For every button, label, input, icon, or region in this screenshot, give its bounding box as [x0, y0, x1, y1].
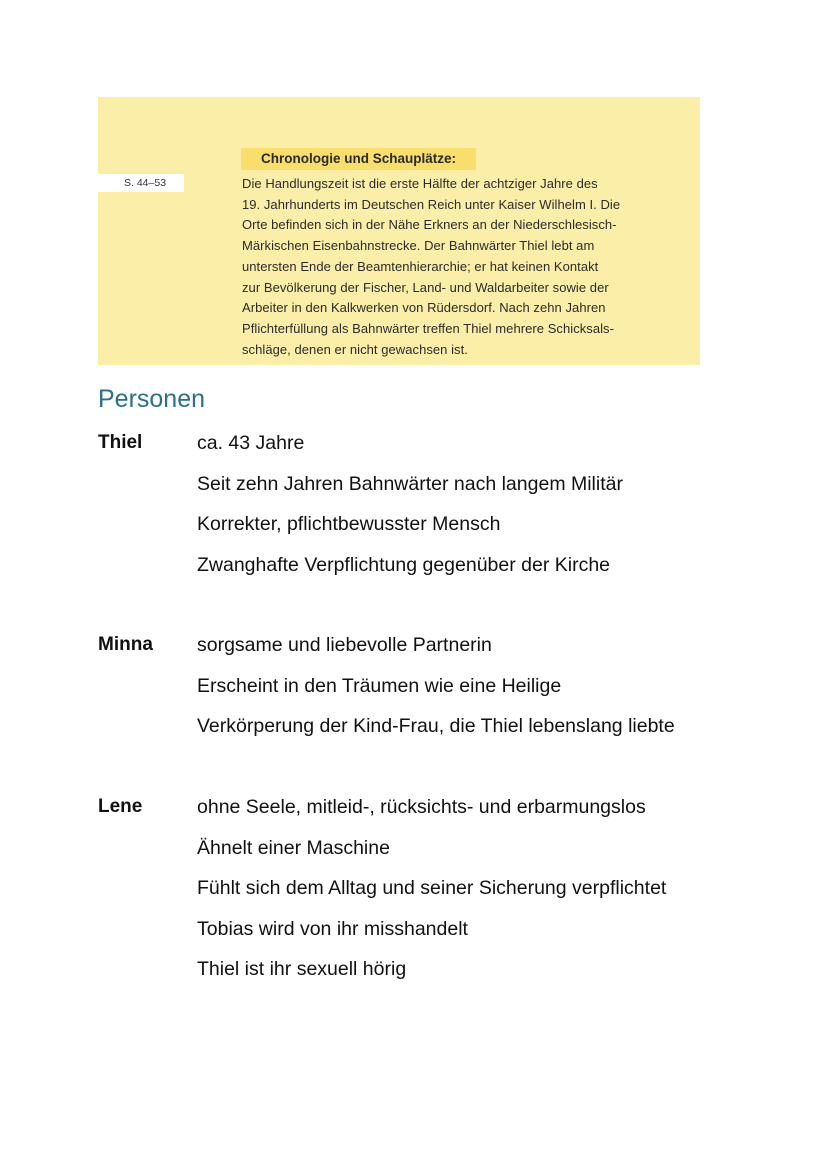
textbook-excerpt-box [98, 97, 700, 365]
excerpt-line: Märkischen Eisenbahnstrecke. Der Bahnwärter Thiel lebt am [242, 238, 595, 254]
trait-item: Ähnelt einer Maschine [197, 836, 390, 859]
trait-item: sorgsame und liebevolle Partnerin [197, 634, 492, 656]
excerpt-line: Die Handlungszeit ist die erste Hälfte der achtziger Jahre des [242, 176, 598, 191]
trait-list [197, 625, 675, 747]
excerpt-line: zur Bevölkerung der Fischer, Land- und Waldarbeiter sowie der [242, 279, 609, 295]
trait-list [197, 423, 623, 585]
excerpt-text [242, 174, 682, 360]
page-reference-label: S. 44–53 [98, 174, 184, 192]
excerpt-line: Orte befinden sich in der Nähe Erkners an der Niederschlesisch- [242, 217, 617, 233]
trait-item: Thiel ist ihr sexuell hörig [197, 958, 407, 980]
person-name: Thiel [98, 432, 143, 453]
trait-item: Verkörperung der Kind-Frau, die Thiel lebenslang liebte [197, 715, 675, 737]
excerpt-heading: Chronologie und Schauplätze: [241, 148, 476, 170]
trait-list [197, 787, 666, 990]
trait-item: Tobias wird von ihr misshandelt [197, 917, 468, 940]
person-name: Minna [98, 634, 153, 655]
trait-item: Fühlt sich dem Alltag und seiner Sicherung verpflichtet [197, 877, 667, 899]
trait-item: Korrekter, pflichtbewusster Mensch [197, 513, 501, 535]
excerpt-line: Pflichterfüllung als Bahnwärter treffen Thiel mehrere Schicksals- [242, 320, 614, 336]
excerpt-line: Arbeiter in den Kalkwerken von Rüdersdorf. Nach zehn Jahren [242, 300, 606, 316]
section-title-personen: Personen [98, 385, 206, 413]
excerpt-line: 19. Jahrhunderts im Deutschen Reich unter Kaiser Wilhelm I. Die [242, 196, 621, 212]
trait-item: ohne Seele, mitleid-, rücksichts- und erbarmungslos [197, 796, 646, 818]
excerpt-line: untersten Ende der Beamtenhierarchie; er hat keinen Kontakt [242, 258, 599, 274]
excerpt-line: schläge, denen er nicht gewachsen ist. [242, 341, 468, 357]
person-name: Lene [98, 796, 143, 817]
trait-item: ca. 43 Jahre [197, 432, 305, 454]
trait-item: Zwanghafte Verpflichtung gegenüber der Kirche [197, 553, 611, 576]
trait-item: Erscheint in den Träumen wie eine Heilige [197, 674, 562, 697]
trait-item: Seit zehn Jahren Bahnwärter nach langem Militär [197, 472, 623, 495]
